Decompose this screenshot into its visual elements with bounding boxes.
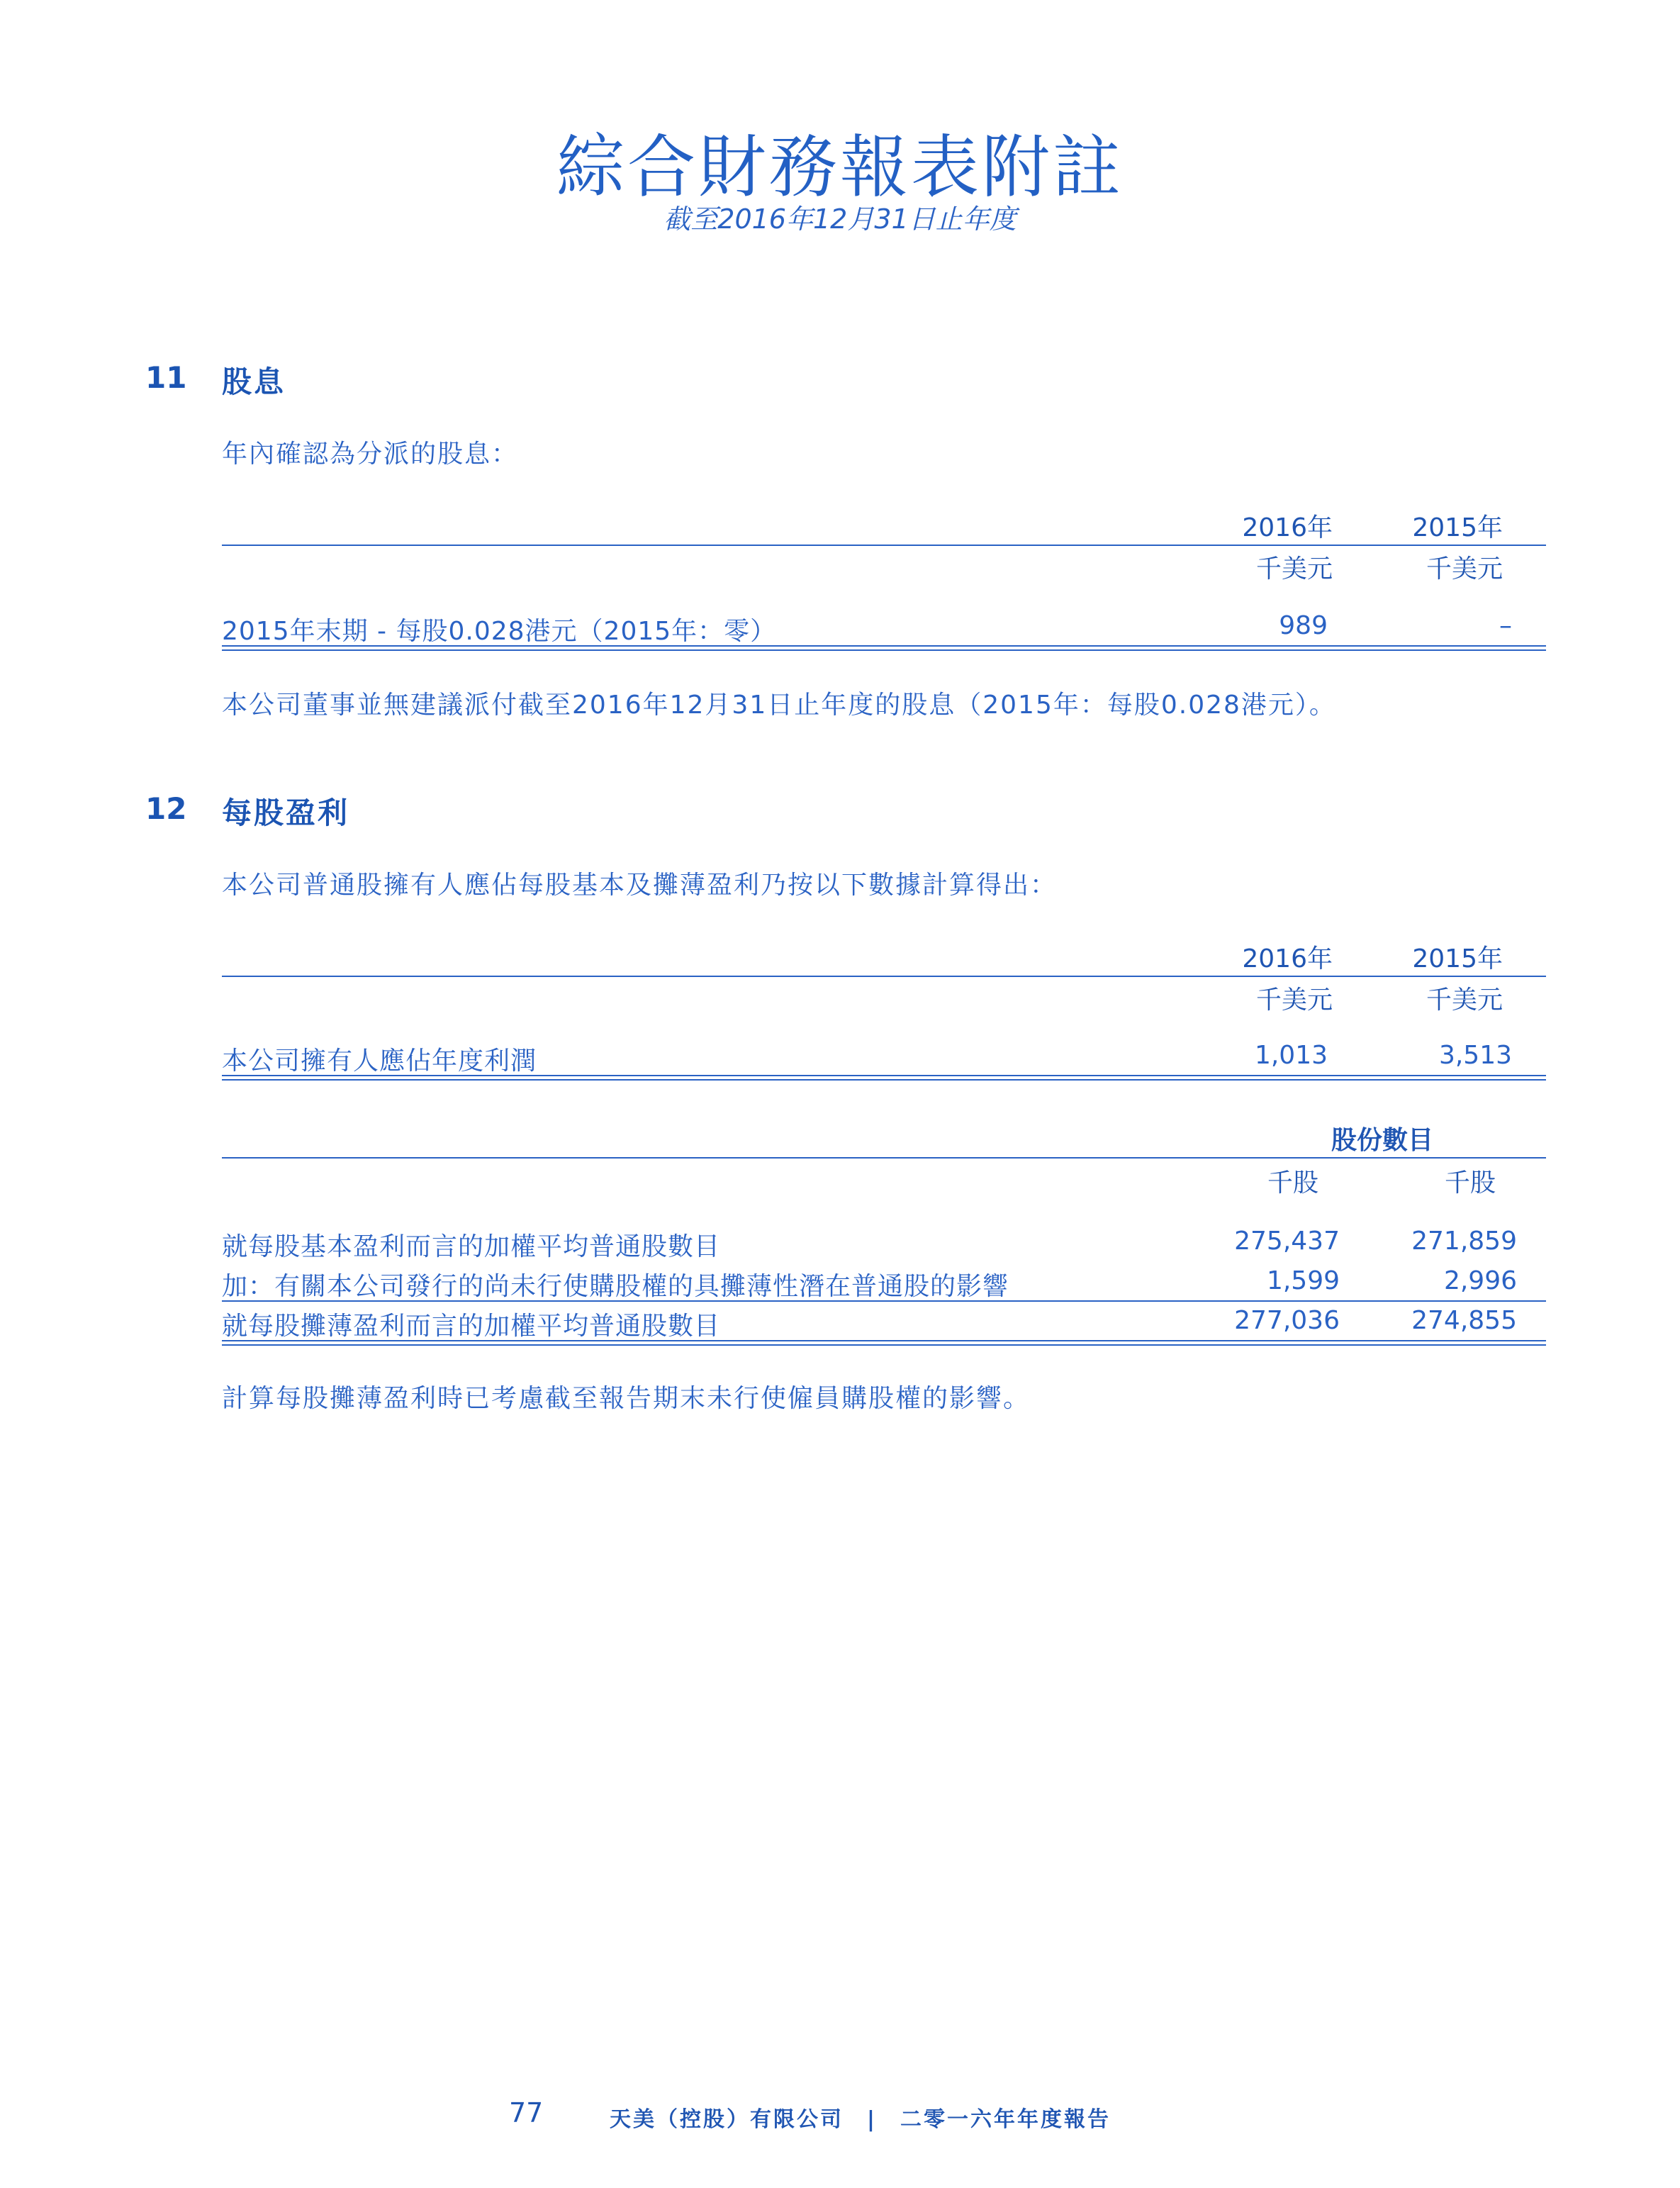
note-11-col-unit-2016: 千美元	[1255, 554, 1333, 584]
note-12-intro: 本公司普通股擁有人應佔每股基本及攤薄盈利乃按以下數據計算得出：	[222, 871, 1058, 900]
note-11-intro: 年內確認為分派的股息：	[222, 440, 519, 469]
page-title: 綜合財務報表附註	[556, 128, 1124, 207]
note-11-row-value-2015: –	[1499, 611, 1512, 640]
share-row-dilution-label: 加：有關本公司發行的尚未行使購股權的具攤薄性潛在普通股的影響	[222, 1272, 1009, 1301]
page-subtitle: 截至2016年12月31日止年度	[663, 203, 1017, 235]
note-11-row-value-2016: 989	[1279, 611, 1328, 640]
page-number: 77	[509, 2097, 544, 2128]
note-12-col-year-2015: 2015年	[1412, 944, 1503, 973]
share-row-dilution-2015: 2,996	[1443, 1266, 1517, 1295]
note-12-header-rule	[222, 976, 1546, 977]
share-row-diluted-2015: 274,855	[1411, 1306, 1517, 1335]
share-row-diluted-label: 就每股攤薄盈利而言的加權平均普通股數目	[222, 1312, 721, 1341]
shares-header: 股份數目	[1331, 1126, 1433, 1155]
profit-row-value-2016: 1,013	[1254, 1041, 1328, 1070]
note-12-col-unit-2015: 千美元	[1426, 986, 1503, 1015]
note-11-title: 股息	[222, 364, 286, 399]
note-11-col-unit-2015: 千美元	[1426, 554, 1503, 584]
profit-total-rule	[222, 1075, 1546, 1081]
note-11-note: 本公司董事並無建議派付截至2016年12月31日止年度的股息（2015年：每股0.028港元）。	[222, 691, 1336, 720]
shares-unit-2016: 千股	[1267, 1168, 1318, 1198]
shares-unit-2015: 千股	[1444, 1168, 1496, 1198]
share-row-diluted-2016: 277,036	[1234, 1306, 1340, 1335]
note-11-header-rule	[222, 545, 1546, 546]
note-11-row-label: 2015年末期 - 每股0.028港元（2015年：零）	[222, 617, 777, 646]
share-total-rule	[222, 1340, 1546, 1346]
share-row-dilution-2016: 1,599	[1266, 1266, 1340, 1295]
profit-row-label: 本公司擁有人應佔年度利潤	[222, 1046, 537, 1076]
note-12-col-year-2016: 2016年	[1242, 944, 1333, 973]
note-11-total-rule	[222, 645, 1546, 651]
shares-header-rule	[222, 1157, 1546, 1159]
note-11-number: 11	[145, 360, 187, 395]
note-12-title: 每股盈利	[222, 796, 350, 830]
share-row-basic-label: 就每股基本盈利而言的加權平均普通股數目	[222, 1232, 721, 1261]
note-11-col-year-2015: 2015年	[1412, 513, 1503, 542]
note-12-col-unit-2016: 千美元	[1255, 986, 1333, 1015]
note-11-col-year-2016: 2016年	[1242, 513, 1333, 542]
share-row-basic-2016: 275,437	[1234, 1227, 1340, 1256]
footer-text: 天美（控股）有限公司 | 二零一六年年度報告	[610, 2107, 1111, 2132]
share-subtotal-rule	[222, 1300, 1546, 1302]
note-12-note: 計算每股攤薄盈利時已考慮截至報告期末未行使僱員購股權的影響。	[222, 1384, 1031, 1413]
profit-row-value-2015: 3,513	[1438, 1041, 1512, 1070]
note-12-number: 12	[145, 791, 187, 826]
share-row-basic-2015: 271,859	[1411, 1227, 1517, 1256]
